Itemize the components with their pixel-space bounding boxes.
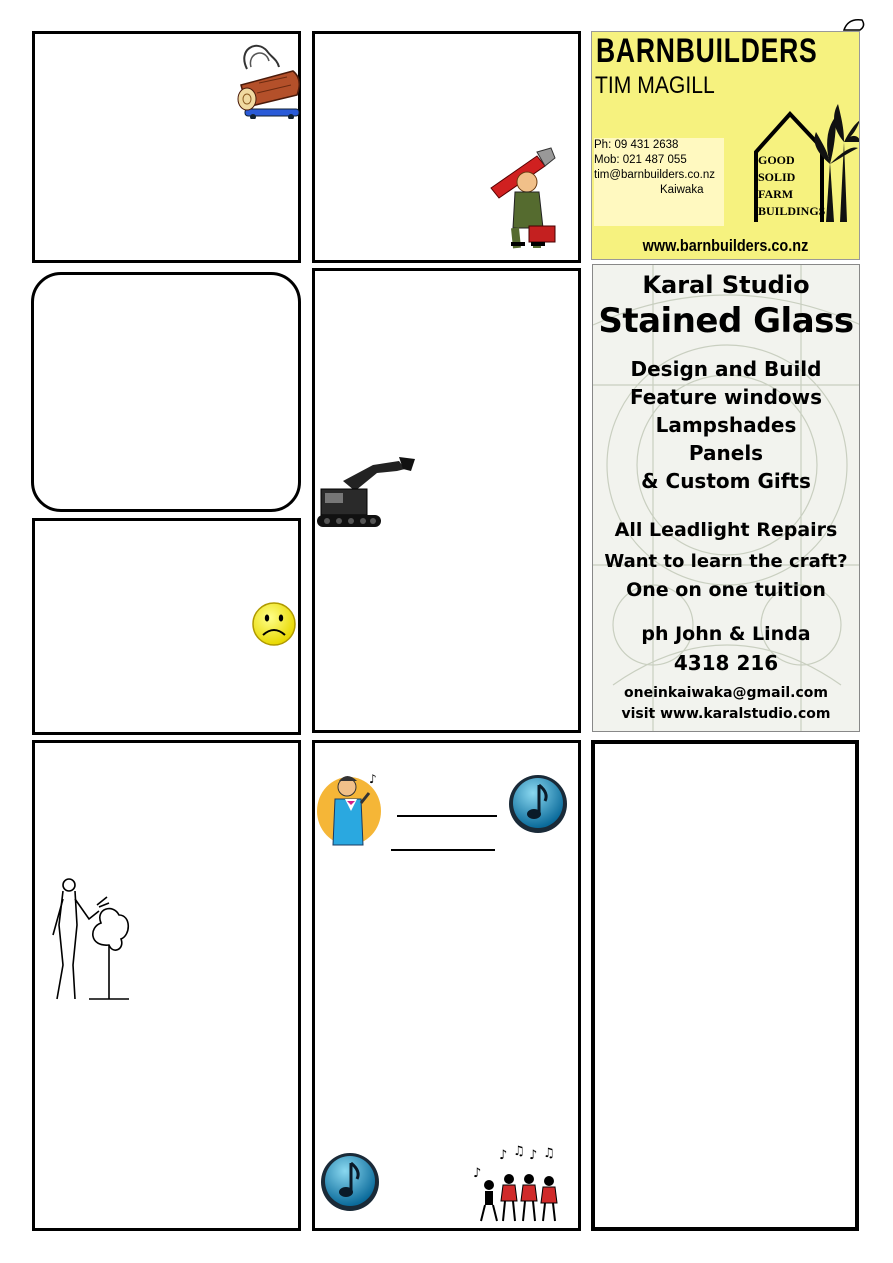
karal-service: Panels: [688, 441, 764, 465]
slogan-line: SOLID: [758, 170, 796, 184]
svg-text:♪: ♪: [473, 1166, 482, 1181]
panel-sad-notice: [32, 518, 301, 735]
music-note-icon: [319, 1149, 381, 1215]
karal-service: Feature windows: [629, 385, 823, 409]
karal-website: visit www.karalstudio.com: [621, 706, 831, 722]
svg-text:♫: ♫: [513, 1144, 525, 1159]
singer-icon: [317, 767, 385, 847]
gardener-pruning-icon: [49, 875, 131, 1003]
panel-plumbing: [312, 31, 581, 263]
svg-text:♪: ♪: [499, 1148, 508, 1163]
barnbuilders-title: BARNBUILDERS: [596, 32, 818, 70]
karal-contact-phone: 4318 216: [673, 651, 779, 675]
karal-repairs: All Leadlight Repairs: [614, 519, 838, 541]
sad-face-icon: [251, 601, 297, 647]
karal-studio-ad: [592, 264, 860, 732]
karal-service: Design and Build: [630, 357, 822, 381]
barnbuilders-contact: [594, 138, 724, 226]
dancing-singers-icon: [469, 1143, 567, 1225]
panel-rounded-blank: [31, 272, 301, 512]
karal-tuition: One on one tuition: [626, 579, 826, 601]
barnbuilders-website: www.barnbuilders.co.nz: [642, 236, 809, 255]
panel-firewood: [32, 31, 301, 263]
barnbuilders-mobile: Mob: 021 487 055: [594, 154, 687, 166]
svg-text:♫: ♫: [543, 1146, 555, 1161]
karal-studio-name: Karal Studio: [642, 271, 810, 299]
panel-music: [312, 740, 581, 1231]
karal-service: & Custom Gifts: [641, 469, 811, 493]
plumber-wrench-icon: [485, 144, 565, 252]
barnbuilders-location: Kaiwaka: [660, 184, 704, 196]
karal-learn: Want to learn the craft?: [604, 551, 848, 572]
karal-email: oneinkaiwaka@gmail.com: [623, 685, 829, 701]
page-corner-icon: [842, 16, 868, 36]
barnbuilders-phone: Ph: 09 431 2638: [594, 139, 679, 151]
karal-service: Lampshades: [655, 413, 797, 437]
svg-text:♪: ♪: [369, 772, 377, 786]
barnbuilders-slogan: [758, 152, 825, 220]
barnbuilders-email: tim@barnbuilders.co.nz: [594, 169, 715, 181]
panel-excavation: [312, 268, 581, 733]
excavator-icon: [315, 443, 431, 531]
barnbuilders-ad: [591, 31, 860, 260]
divider-line-1: [397, 815, 497, 817]
slogan-line: BUILDINGS: [758, 204, 826, 218]
log-cart-icon: [207, 39, 303, 119]
panel-blank-right: [591, 740, 859, 1231]
divider-line-2: [391, 849, 495, 851]
karal-stained-glass: Stained Glass: [598, 301, 854, 341]
barnbuilders-name: TIM MAGILL: [595, 72, 715, 99]
karal-contact-name: ph John & Linda: [641, 623, 811, 645]
slogan-line: GOOD: [758, 153, 795, 167]
music-note-icon: [507, 771, 569, 837]
svg-text:♪: ♪: [529, 1148, 538, 1163]
panel-gardening: [32, 740, 301, 1231]
slogan-line: FARM: [758, 187, 794, 201]
